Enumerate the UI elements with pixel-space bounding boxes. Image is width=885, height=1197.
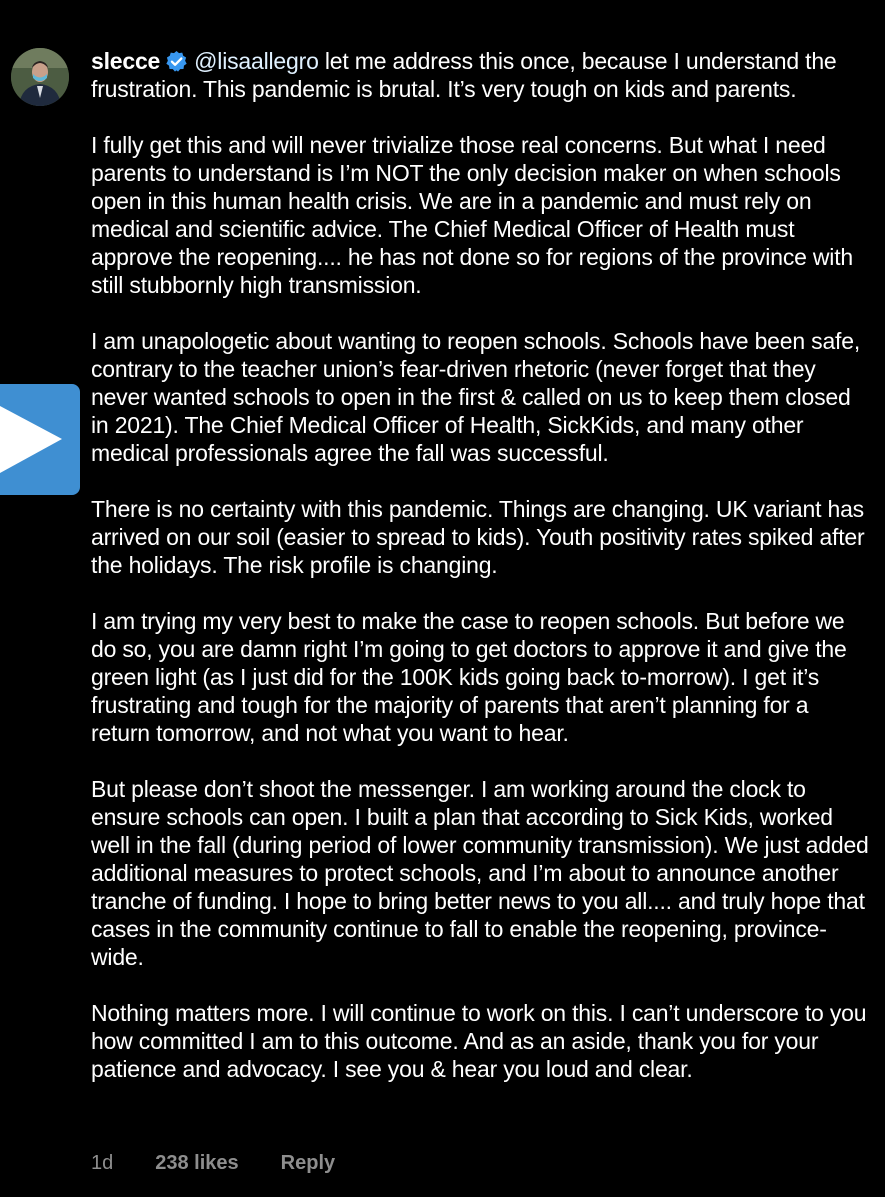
comment-timestamp: 1d bbox=[91, 1152, 114, 1174]
comment-paragraph: Nothing matters more. I will continue to work on this. I can’t underscore to you how committed I am to this outcome. And as an aside, thank you for your patience and advocacy. I see you & hear you loud and clear. bbox=[91, 1000, 867, 1082]
play-arrow-icon bbox=[0, 384, 80, 495]
avatar[interactable] bbox=[11, 48, 69, 106]
comment-paragraph: But please don’t shoot the messenger. I am working around the clock to ensure schools can open. I built a plan that according to Sick Kids, worked well in the fall (during period of lower community transmission). We just added additional measures to protect schools, and I’m about to announce another tranche of funding. I hope to bring better news to you all.... and truly hope that cases in the community continue to fall to enable the reopening, province-wide. bbox=[91, 776, 869, 970]
reply-button[interactable]: Reply bbox=[280, 1152, 336, 1174]
comment-paragraph: I fully get this and will never trivialize those real concerns. But what I need parents to understand is I’m NOT the only decision maker on when schools open in this human health crisis. We are in a pandemic and must rely on medical and scientific advice. The Chief Medical Officer of Health must approve the reopening.... he has not done so for regions of the province with still stubbornly high transmission. bbox=[91, 132, 853, 298]
comment-first-paragraph bbox=[91, 47, 871, 103]
comment-meta bbox=[91, 1152, 335, 1175]
comment-paragraph: There is no certainty with this pandemic. Things are changing. UK variant has arrived on our soil (easier to spread to kids). Youth positivity rates spiked after the holidays. The risk profile is changing. bbox=[91, 496, 865, 578]
comment-paragraph: I am unapologetic about wanting to reopen schools. Schools have been safe, contrary to the teacher union’s fear-driven rhetoric (never forget that they never wanted schools to open in the first & called on us to keep them closed in 2021). The Chief Medical Officer of Health, SickKids, and many other medical professionals agree the fall was successful. bbox=[91, 328, 861, 466]
likes-count[interactable]: 238 likes bbox=[155, 1152, 239, 1174]
comment-body bbox=[91, 47, 871, 1083]
comment-paragraph: I am trying my very best to make the case to reopen schools. But before we do so, you are damn right I’m going to get doctors to approve it and give the green light (as I just did for the 100K kids going back to-morrow). I get it’s frustrating and tough for the majority of parents that aren’t planning for a return tomorrow, and not what you want to hear. bbox=[91, 608, 847, 746]
comment-first-line: let me address this once, because I understand the frustration. This pandemic is brutal. It’s very tough on kids and parents. bbox=[91, 48, 837, 102]
username-link[interactable]: slecce bbox=[91, 48, 161, 74]
mention-link[interactable]: @lisaallegro bbox=[194, 48, 319, 74]
play-arrow-tab[interactable] bbox=[0, 384, 80, 495]
verified-badge-icon bbox=[165, 50, 188, 73]
profile-photo bbox=[11, 48, 69, 106]
